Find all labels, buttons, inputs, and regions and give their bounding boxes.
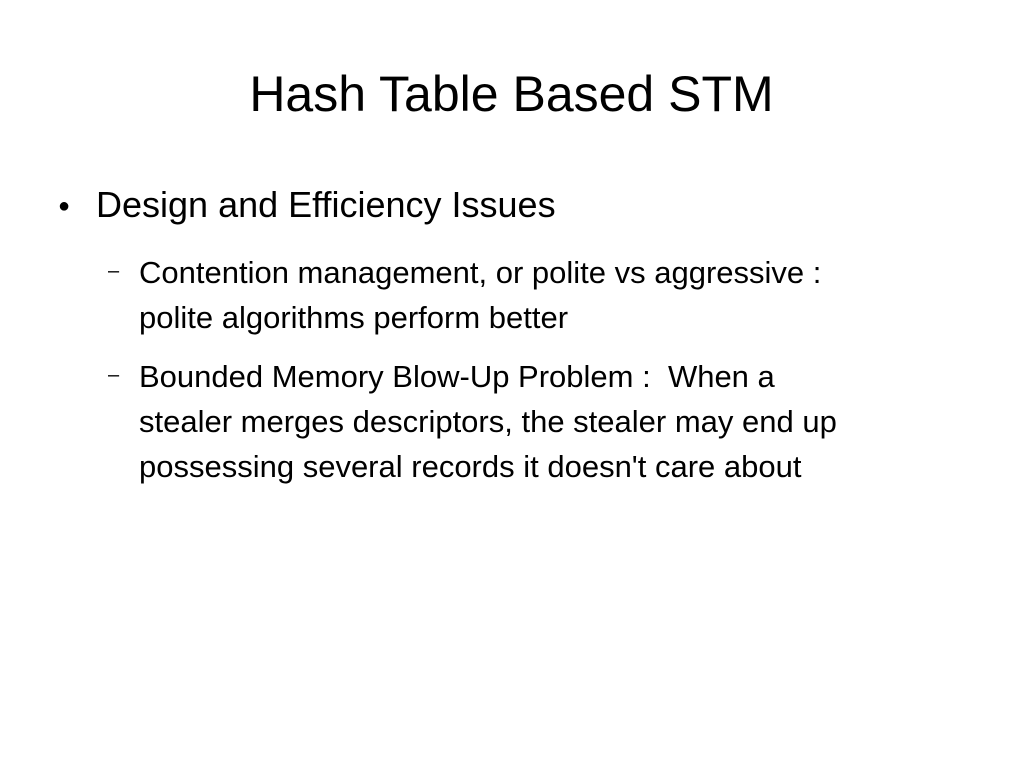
text-line: possessing several records it doesn't care about: [139, 449, 802, 484]
sub-bullet-text: [139, 354, 979, 489]
sub-bullet-text: [139, 250, 979, 340]
sub-bullet-item: [108, 354, 988, 489]
sub-bullet-item: [108, 250, 988, 340]
dash-icon: –: [108, 364, 120, 386]
dash-icon: –: [108, 260, 120, 282]
text-line: Contention management, or polite vs aggressive :: [139, 255, 822, 290]
text-line: polite algorithms perform better: [139, 300, 569, 335]
bullet-item: [58, 180, 988, 232]
bullet-dot-icon: ●: [58, 195, 71, 217]
slide-title: Hash Table Based STM: [249, 66, 774, 122]
text-line: stealer merges descriptors, the stealer may end up: [139, 404, 837, 439]
text-line: Bounded Memory Blow-Up Problem : When a: [139, 359, 775, 394]
bullet-text: Design and Efficiency Issues: [96, 184, 556, 225]
